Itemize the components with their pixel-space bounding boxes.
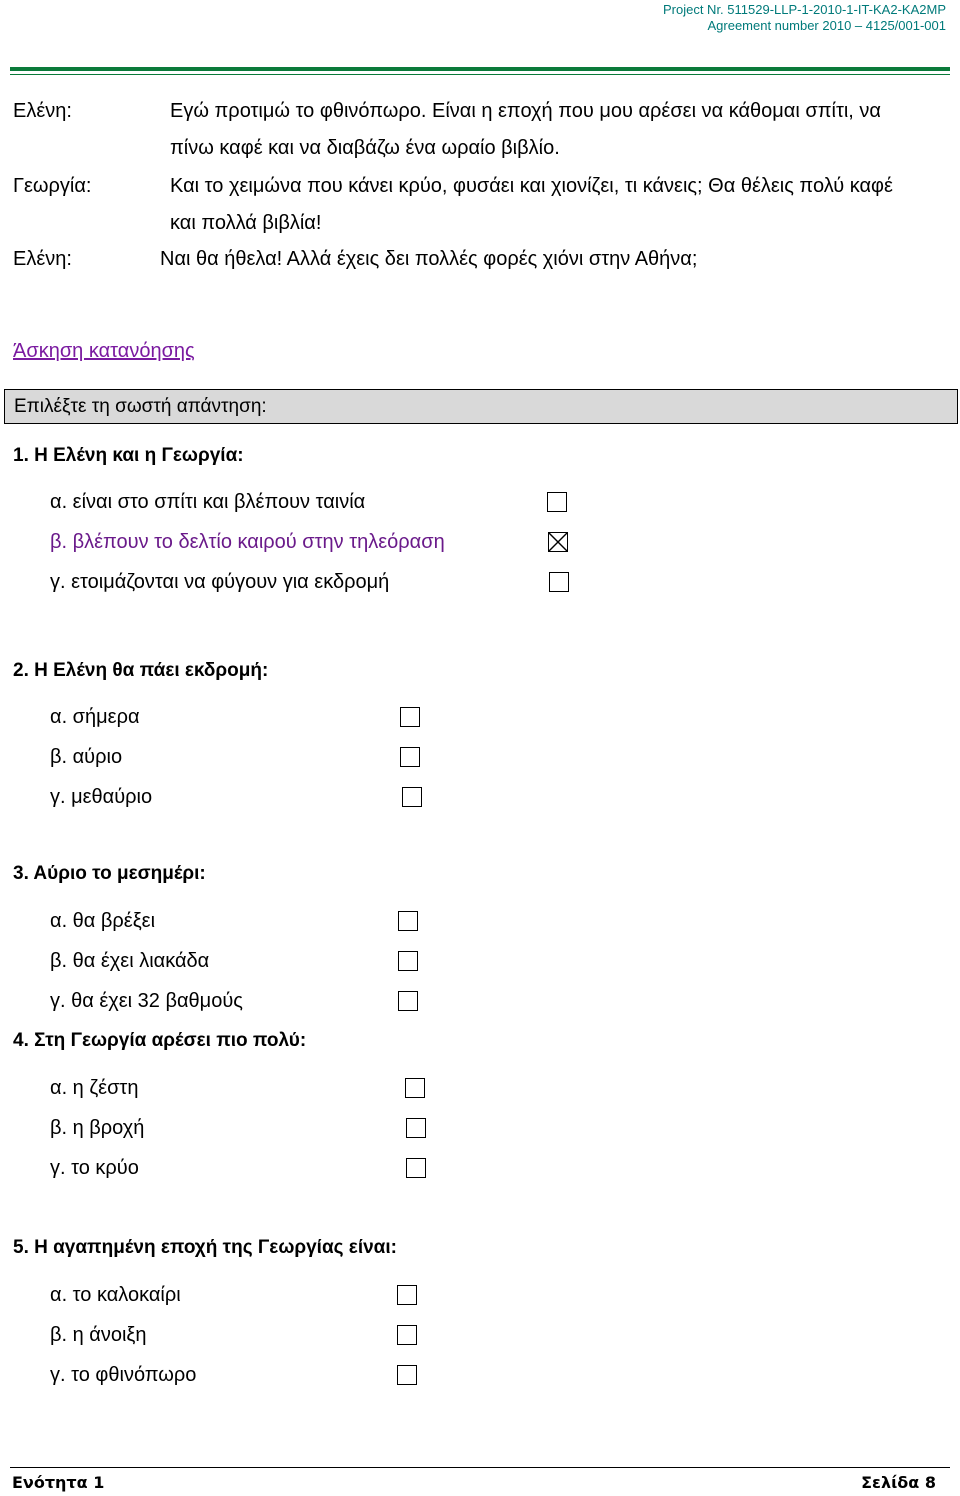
option-text: β. η άνοιξη	[50, 1324, 147, 1346]
question-label: 5. Η αγαπημένη εποχή της Γεωργίας είναι:	[13, 1237, 397, 1258]
answer-checkbox[interactable]	[398, 991, 418, 1011]
question-label: 3. Αύριο το μεσημέρι:	[13, 863, 206, 884]
option-text: β. βλέπουν το δελτίο καιρού στην τηλεόραση	[50, 531, 445, 553]
speaker-name: Γεωργία:	[13, 175, 92, 197]
option-text: γ. ετοιμάζονται να φύγουν για εκδρομή	[50, 571, 390, 593]
project-number: Project Nr. 511529-LLP-1-2010-1-IT-KA2-KA2MP	[662, 2, 946, 17]
instruction-text: Επιλέξτε τη σωστή απάντηση:	[14, 396, 267, 417]
option-text: γ. θα έχει 32 βαθμούς	[50, 990, 243, 1012]
option-text: α. η ζέστη	[50, 1077, 139, 1099]
option-text: β. θα έχει λιακάδα	[50, 950, 210, 972]
option-text: γ. το φθινόπωρο	[50, 1364, 197, 1386]
speech-text: Ναι θα ήθελα! Αλλά έχεις δει πολλές φορές χιόνι στην Αθήνα;	[160, 248, 698, 270]
footer-rule	[10, 1467, 950, 1468]
footer-page-number: Σελίδα 8	[861, 1473, 936, 1492]
answer-checkbox[interactable]	[406, 1158, 426, 1178]
option-text: β. η βροχή	[50, 1117, 145, 1139]
option-text: α. το καλοκαίρι	[50, 1284, 181, 1306]
answer-checkbox[interactable]	[397, 1365, 417, 1385]
instruction-box	[4, 389, 958, 424]
speaker-name: Ελένη:	[13, 248, 72, 270]
answer-checkbox[interactable]	[398, 911, 418, 931]
header-rule-thick	[10, 67, 950, 71]
answer-checkbox[interactable]	[547, 492, 567, 512]
answer-checkbox[interactable]	[398, 951, 418, 971]
speech-text: Εγώ προτιμώ το φθινόπωρο. Είναι η εποχή που μου αρέσει να κάθομαι σπίτι, να	[170, 100, 881, 122]
speech-text: και πολλά βιβλία!	[170, 212, 322, 234]
speech-text: Και το χειμώνα που κάνει κρύο, φυσάει και χιονίζει, τι κάνεις; Θα θέλεις πολύ καφέ	[170, 175, 893, 197]
document-header	[663, 2, 946, 34]
option-text: α. είναι στο σπίτι και βλέπουν ταινία	[50, 491, 366, 513]
question-label: 2. Η Ελένη θα πάει εκδρομή:	[13, 660, 269, 681]
footer-unit: Ενότητα 1	[12, 1473, 105, 1492]
agreement-number: Agreement number 2010 – 4125/001-001	[707, 18, 946, 33]
speaker-name: Ελένη:	[13, 100, 72, 122]
answer-checkbox[interactable]	[549, 572, 569, 592]
option-text: γ. το κρύο	[50, 1157, 139, 1179]
exercise-title: Άσκηση κατανόησης	[13, 340, 195, 362]
question-label: 4. Στη Γεωργία αρέσει πιο πολύ:	[13, 1030, 307, 1051]
answer-checkbox[interactable]	[548, 532, 568, 552]
option-text: γ. μεθαύριο	[50, 786, 153, 808]
option-text: α. σήμερα	[50, 706, 140, 728]
answer-checkbox[interactable]	[397, 1285, 417, 1305]
checkmark-x-icon	[549, 533, 567, 551]
question-label: 1. Η Ελένη και η Γεωργία:	[13, 445, 244, 466]
answer-checkbox[interactable]	[397, 1325, 417, 1345]
speech-text: πίνω καφέ και να διαβάζω ένα ωραίο βιβλίο.	[170, 137, 560, 159]
option-text: α. θα βρέξει	[50, 910, 156, 932]
answer-checkbox[interactable]	[400, 747, 420, 767]
answer-checkbox[interactable]	[402, 787, 422, 807]
header-rule-thin	[10, 74, 950, 75]
answer-checkbox[interactable]	[406, 1118, 426, 1138]
answer-checkbox[interactable]	[400, 707, 420, 727]
option-text: β. αύριο	[50, 746, 123, 768]
answer-checkbox[interactable]	[405, 1078, 425, 1098]
